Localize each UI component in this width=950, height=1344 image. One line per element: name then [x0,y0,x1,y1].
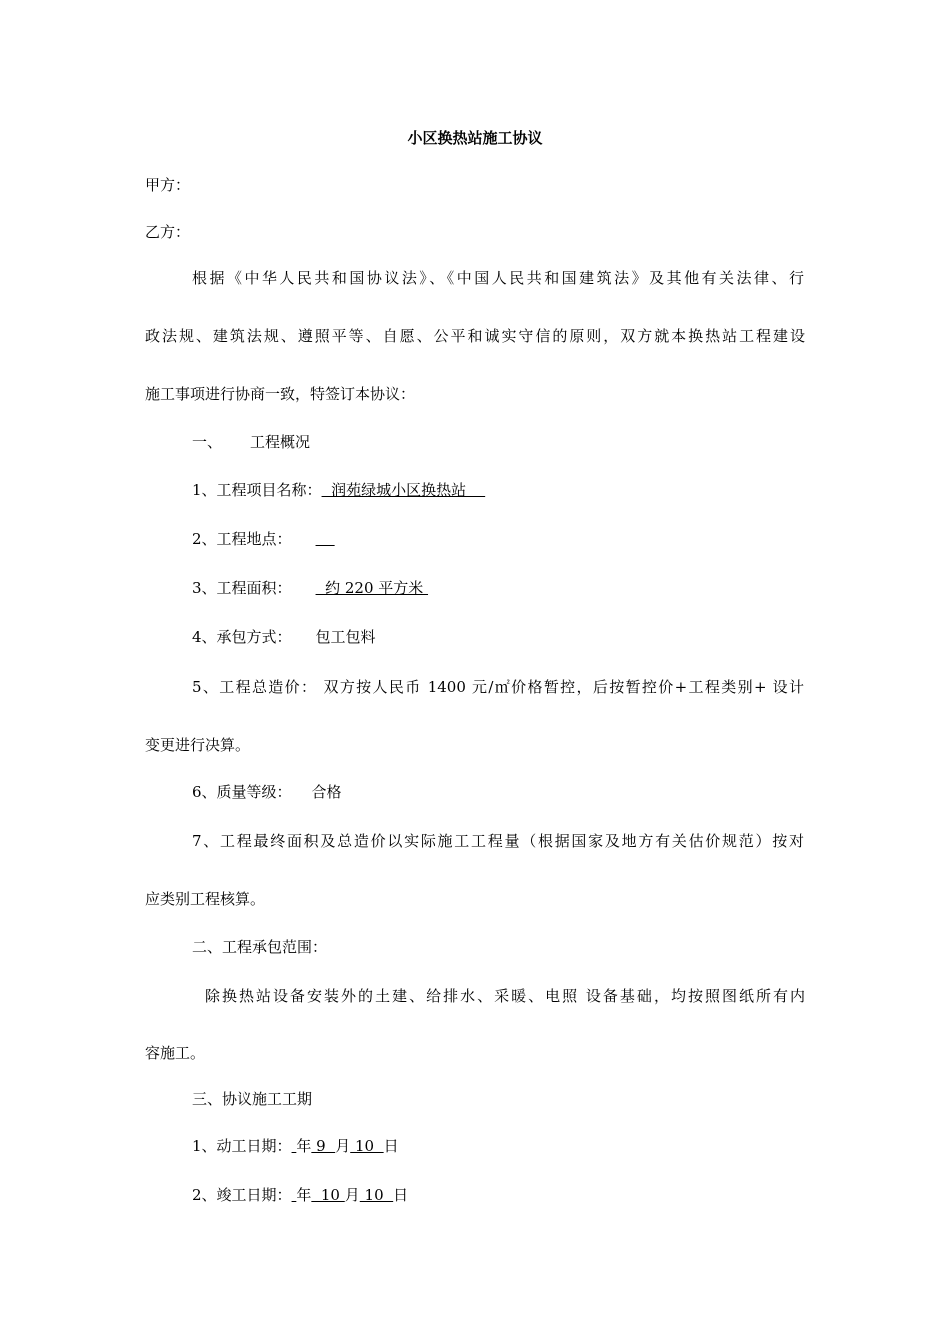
end-month-value: 10 [311,1186,345,1204]
section-2-line-2: 容施工。 [145,1044,206,1062]
item-project-area [192,578,428,598]
start-date-row [192,1136,399,1156]
item-final-area-line-1: 7、工程最终面积及总造价以实际施工工程量（根据国家及地方有关估价规范）按对 [192,832,804,850]
start-date-label: 1、动工日期： [192,1137,292,1155]
document-title: 小区换热站施工协议 [407,129,543,147]
item-final-area-line-2: 应类别工程核算。 [145,890,266,908]
section-1-title: 工程概况 [250,433,311,451]
end-day-value: 10 [359,1186,394,1204]
contract-method-value: 包工包料 [315,628,376,646]
intro-line-3: 施工事项进行协商一致，特签订本协议： [145,385,416,403]
project-name-label: 1、工程项目名称： [192,481,322,499]
quality-grade-label: 6、质量等级： [192,783,292,801]
section-2-line-1: 除换热站设备安装外的土建、给排水、采暖、电照 设备基础，均按照图纸所有内 [205,987,805,1005]
project-location-value [316,530,335,548]
start-month-unit: 月 [335,1137,351,1155]
item-total-cost-line-2: 变更进行决算。 [145,736,251,754]
project-area-label: 3、工程面积： [192,579,292,597]
project-name-value: 润苑绿城小区换热站 [321,481,486,499]
section-1-heading [192,432,310,452]
intro-line-1: 根据《中华人民共和国协议法》、《中国人民共和国建筑法》及其他有关法律、行 [192,269,804,287]
project-area-value: 约 220 平方米 [315,579,429,597]
contract-method-label: 4、承包方式： [192,628,292,646]
item-project-name [192,480,485,500]
project-location-label: 2、工程地点： [192,530,292,548]
end-month-unit: 月 [344,1186,360,1204]
end-day-unit: 日 [393,1186,409,1204]
start-year-unit: 年 [296,1137,312,1155]
end-date-row [192,1185,408,1205]
start-month-value: 9 [311,1137,336,1155]
start-day-unit: 日 [383,1137,399,1155]
end-year-unit: 年 [296,1186,312,1204]
party-a-label: 甲方： [145,176,191,194]
intro-line-2: 政法规、建筑法规、遵照平等、自愿、公平和诚实守信的原则，双方就本换热站工程建设 [145,327,805,345]
end-date-label: 2、竣工日期： [192,1186,292,1204]
item-quality-grade [192,782,342,802]
item-total-cost-line-1: 5、工程总造价： 双方按人民币 1400 元/㎡价格暂控，后按暂控价+工程类别+ 设计 [192,678,804,696]
section-3-heading: 三、协议施工工期 [192,1090,313,1108]
quality-grade-value: 合格 [311,783,342,801]
start-day-value: 10 [350,1137,384,1155]
party-b-label: 乙方： [145,223,191,241]
section-2-heading: 二、工程承包范围： [192,938,328,956]
section-1-number: 一、 [192,433,223,451]
item-project-location [192,529,335,549]
item-contract-method [192,627,376,647]
